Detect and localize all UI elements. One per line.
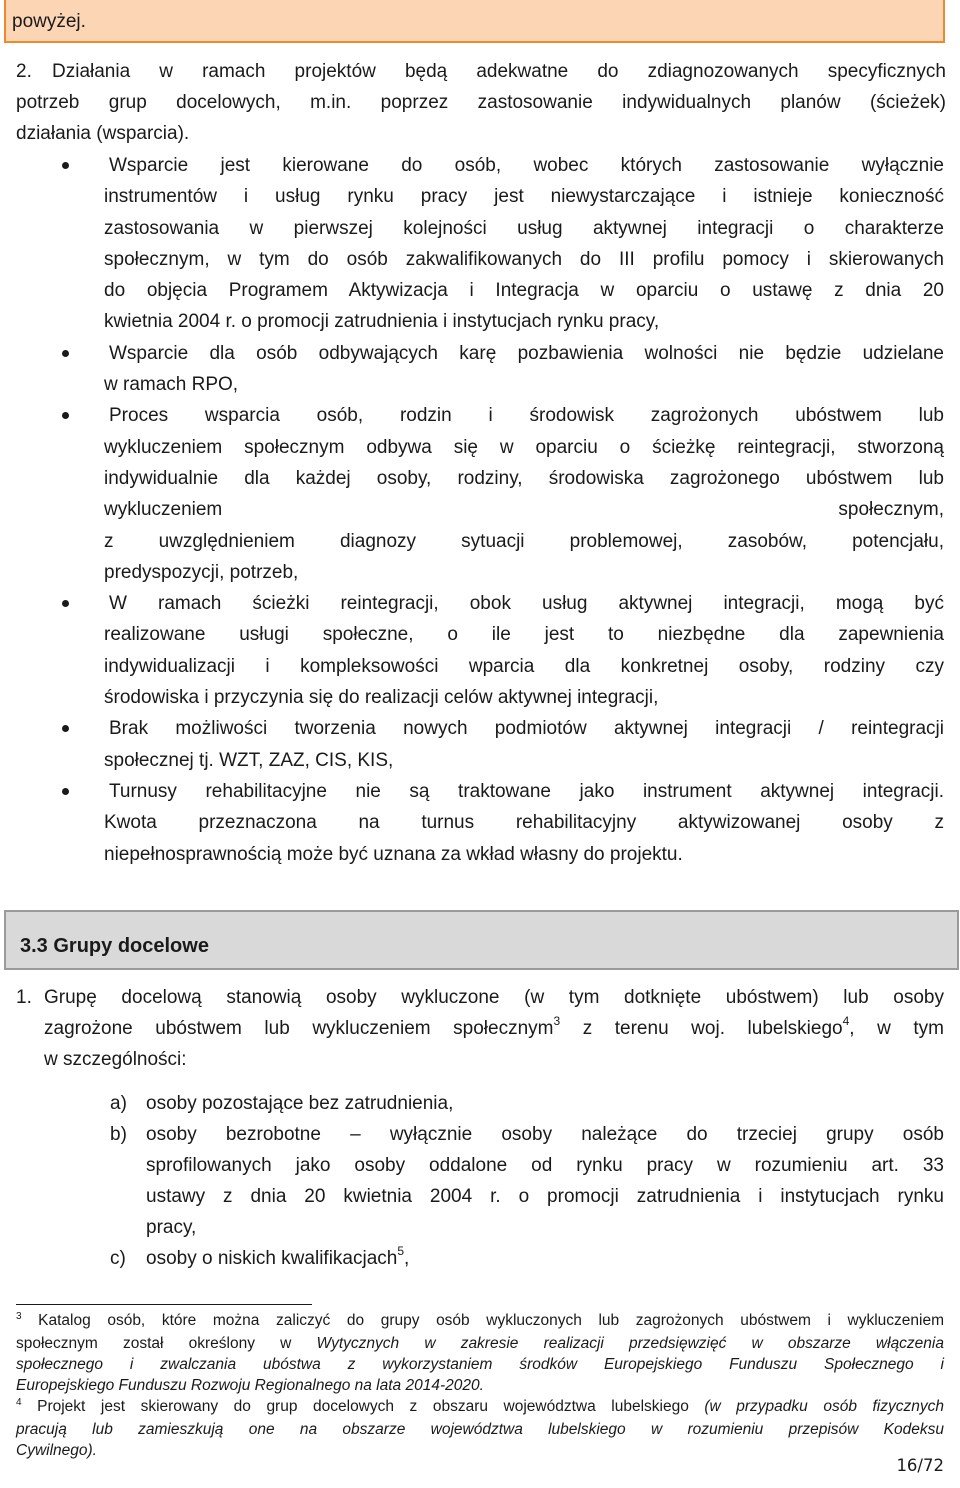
text-line: osoby bezrobotne – wyłącznie osoby należące do trzeciej grupy osób bbox=[146, 1124, 944, 1145]
text-segment: , w tym bbox=[849, 1018, 944, 1039]
alpha-item bbox=[110, 1243, 944, 1274]
text-line: wykluczeniem społecznym odbywa się w oparciu o ścieżkę reintegracji, stworzoną bbox=[104, 436, 944, 458]
text-segment-italic: Wytycznych w zakresie realizacji przedsięwzięć w obszarze włączenia bbox=[316, 1335, 944, 1352]
text-segment-italic: Europejskiego Funduszu Rozwoju Regionalnego na lata 2014-2020. bbox=[16, 1377, 484, 1394]
continuation-text: powyżej. bbox=[12, 11, 86, 32]
bullet-item bbox=[60, 400, 944, 588]
text-segment-italic: pracują lub zamieszkują one na obszarze województwa lubelskiego w rozumieniu przepisów Kodeksu bbox=[16, 1421, 944, 1438]
item-number: 2. bbox=[16, 61, 32, 82]
list-item-1 bbox=[16, 982, 944, 1075]
footnote-4-line bbox=[16, 1396, 944, 1419]
text-line: niepełnosprawnością może być uznana za wkład własny do projektu. bbox=[104, 843, 683, 865]
bullet-item bbox=[60, 150, 944, 338]
page-number: 16/72 bbox=[896, 1456, 944, 1475]
text-segment: , bbox=[404, 1248, 410, 1269]
item-label: c) bbox=[110, 1248, 126, 1269]
footnote-4-line bbox=[16, 1419, 944, 1440]
text-line: w ramach RPO, bbox=[104, 374, 239, 396]
bullet-item bbox=[60, 776, 944, 870]
text-line: zastosowania w pierwszej kolejności usług aktywnej integracji o charakterze bbox=[104, 217, 944, 239]
text-line: z uwzględnieniem diagnozy sytuacji problemowej, zasobów, potencjału, bbox=[104, 530, 944, 552]
text-line: W ramach ścieżki reintegracji, obok usług aktywnej integracji, mogą być bbox=[109, 593, 944, 615]
text-line: Wsparcie dla osób odbywających karę pozbawienia wolności nie będzie udzielane bbox=[109, 342, 944, 364]
text-line: sprofilowanych jako osoby oddalone od rynku pracy w rozumieniu art. 33 bbox=[146, 1155, 944, 1176]
text-segment-italic: Cywilnego). bbox=[16, 1442, 97, 1459]
bullet-list bbox=[60, 150, 944, 870]
text-line: społecznym, w tym do osób zakwalifikowanych do III profilu pomocy i skierowanych bbox=[104, 248, 944, 270]
text-line: Kwota przeznaczona na turnus rehabilitacyjny aktywizowanej osoby z bbox=[104, 812, 944, 834]
bullet-item bbox=[60, 588, 944, 713]
footnote-ref-3[interactable]: 3 bbox=[553, 1013, 561, 1028]
alpha-item bbox=[110, 1119, 944, 1243]
text-line: potrzeb grup docelowych, m.in. poprzez zastosowanie indywidualnych planów (ścieżek) bbox=[16, 92, 946, 113]
bullet-icon bbox=[62, 725, 69, 732]
bullet-icon bbox=[62, 412, 69, 419]
section-title: 3.3 Grupy docelowe bbox=[20, 935, 209, 957]
text-line: działania (wsparcia). bbox=[16, 123, 190, 144]
text-line bbox=[44, 1013, 944, 1044]
item-label: a) bbox=[110, 1093, 127, 1114]
text-segment: społecznym został określony w bbox=[16, 1335, 317, 1352]
alpha-list bbox=[110, 1088, 944, 1274]
bullet-item bbox=[60, 713, 944, 776]
alpha-item bbox=[110, 1088, 944, 1119]
footnote-3-line bbox=[16, 1333, 944, 1354]
text-line: Brak możliwości tworzenia nowych podmiotów aktywnej integracji / reintegracji bbox=[109, 718, 944, 740]
text-line: środowiska i przyczynia się do realizacji celów aktywnej integracji, bbox=[104, 687, 659, 709]
continuation-box bbox=[4, 0, 945, 43]
text-segment: Katalog osób, które można zaliczyć do grupy osób wykluczonych lub zagrożonych ubóstwem i wykluczeniem bbox=[21, 1312, 944, 1329]
text-line: osoby pozostające bez zatrudnienia, bbox=[146, 1093, 454, 1114]
text-line: w szczególności: bbox=[44, 1049, 187, 1070]
bullet-icon bbox=[62, 788, 69, 795]
text-line: instrumentów i usług rynku pracy jest niewystarczające i istnieje konieczność bbox=[104, 186, 944, 208]
footnote-3-line bbox=[16, 1310, 944, 1333]
text-segment: osoby o niskich kwalifikacjach bbox=[146, 1248, 398, 1269]
footnote-3-line bbox=[16, 1354, 944, 1375]
text-line: kwietnia 2004 r. o promocji zatrudnienia i instytucjach rynku pracy, bbox=[104, 311, 660, 333]
text-line: indywidualizacji i kompleksowości wparcia dla konkretnej osoby, rodziny czy bbox=[104, 655, 944, 677]
text-line: do objęcia Programem Aktywizacja i Integracja w oparciu o ustawę z dnia 20 bbox=[104, 280, 944, 302]
list-item-2 bbox=[16, 56, 946, 149]
text-line: Proces wsparcia osób, rodzin i środowisk zagrożonych ubóstwem lub bbox=[109, 405, 944, 427]
footnote-3-line bbox=[16, 1375, 944, 1396]
footnote-separator bbox=[16, 1304, 312, 1305]
item-number: 1. bbox=[16, 987, 32, 1008]
footnote-ref-4[interactable]: 4 bbox=[842, 1013, 850, 1028]
text-line bbox=[146, 1243, 944, 1274]
text-line: społecznej tj. WZT, ZAZ, CIS, KIS, bbox=[104, 749, 394, 771]
bullet-icon bbox=[62, 350, 69, 357]
footnote-number: 4 bbox=[16, 1397, 22, 1408]
footnote-4-line bbox=[16, 1440, 944, 1461]
footnote-ref-5[interactable]: 5 bbox=[397, 1243, 405, 1258]
text-segment: Projekt jest skierowany do grup docelowych z obszaru województwa lubelskiego bbox=[21, 1398, 705, 1415]
text-line: indywidualnie dla każdej osoby, rodziny, środowiska zagrożonego ubóstwem lub bbox=[104, 467, 944, 489]
section-heading-box bbox=[4, 910, 959, 970]
text-line: realizowane usługi społeczne, o ile jest to niezbędne dla zapewnienia bbox=[104, 624, 944, 646]
item-label: b) bbox=[110, 1124, 127, 1145]
text-line: ustawy z dnia 20 kwietnia 2004 r. o promocji zatrudnienia i instytucjach rynku bbox=[146, 1186, 944, 1207]
text-line: wykluczeniem społecznym, bbox=[104, 499, 944, 521]
text-line: Działania w ramach projektów będą adekwatne do zdiagnozowanych specyficznych bbox=[52, 61, 946, 82]
text-segment: z terenu woj. lubelskiego bbox=[560, 1018, 843, 1039]
text-line: pracy, bbox=[146, 1217, 197, 1238]
text-line: Grupę docelową stanowią osoby wykluczone (w tym dotknięte ubóstwem) lub osoby bbox=[44, 987, 944, 1008]
bullet-item bbox=[60, 338, 944, 401]
bullet-icon bbox=[62, 600, 69, 607]
text-segment: zagrożone ubóstwem lub wykluczeniem społecznym bbox=[44, 1018, 554, 1039]
text-segment-italic: (w przypadku osób fizycznych bbox=[704, 1398, 944, 1415]
footnote-number: 3 bbox=[16, 1311, 22, 1322]
text-segment-italic: społecznego i zwalczania ubóstwa z wykorzystaniem środków Europejskiego Funduszu Społecznego i bbox=[16, 1356, 944, 1373]
footnotes bbox=[16, 1310, 944, 1461]
text-line: Wsparcie jest kierowane do osób, wobec których zastosowanie wyłącznie bbox=[109, 155, 944, 176]
text-line: predyspozycji, potrzeb, bbox=[104, 561, 299, 583]
text-line: Turnusy rehabilitacyjne nie są traktowane jako instrument aktywnej integracji. bbox=[109, 780, 944, 802]
bullet-icon bbox=[62, 162, 69, 169]
